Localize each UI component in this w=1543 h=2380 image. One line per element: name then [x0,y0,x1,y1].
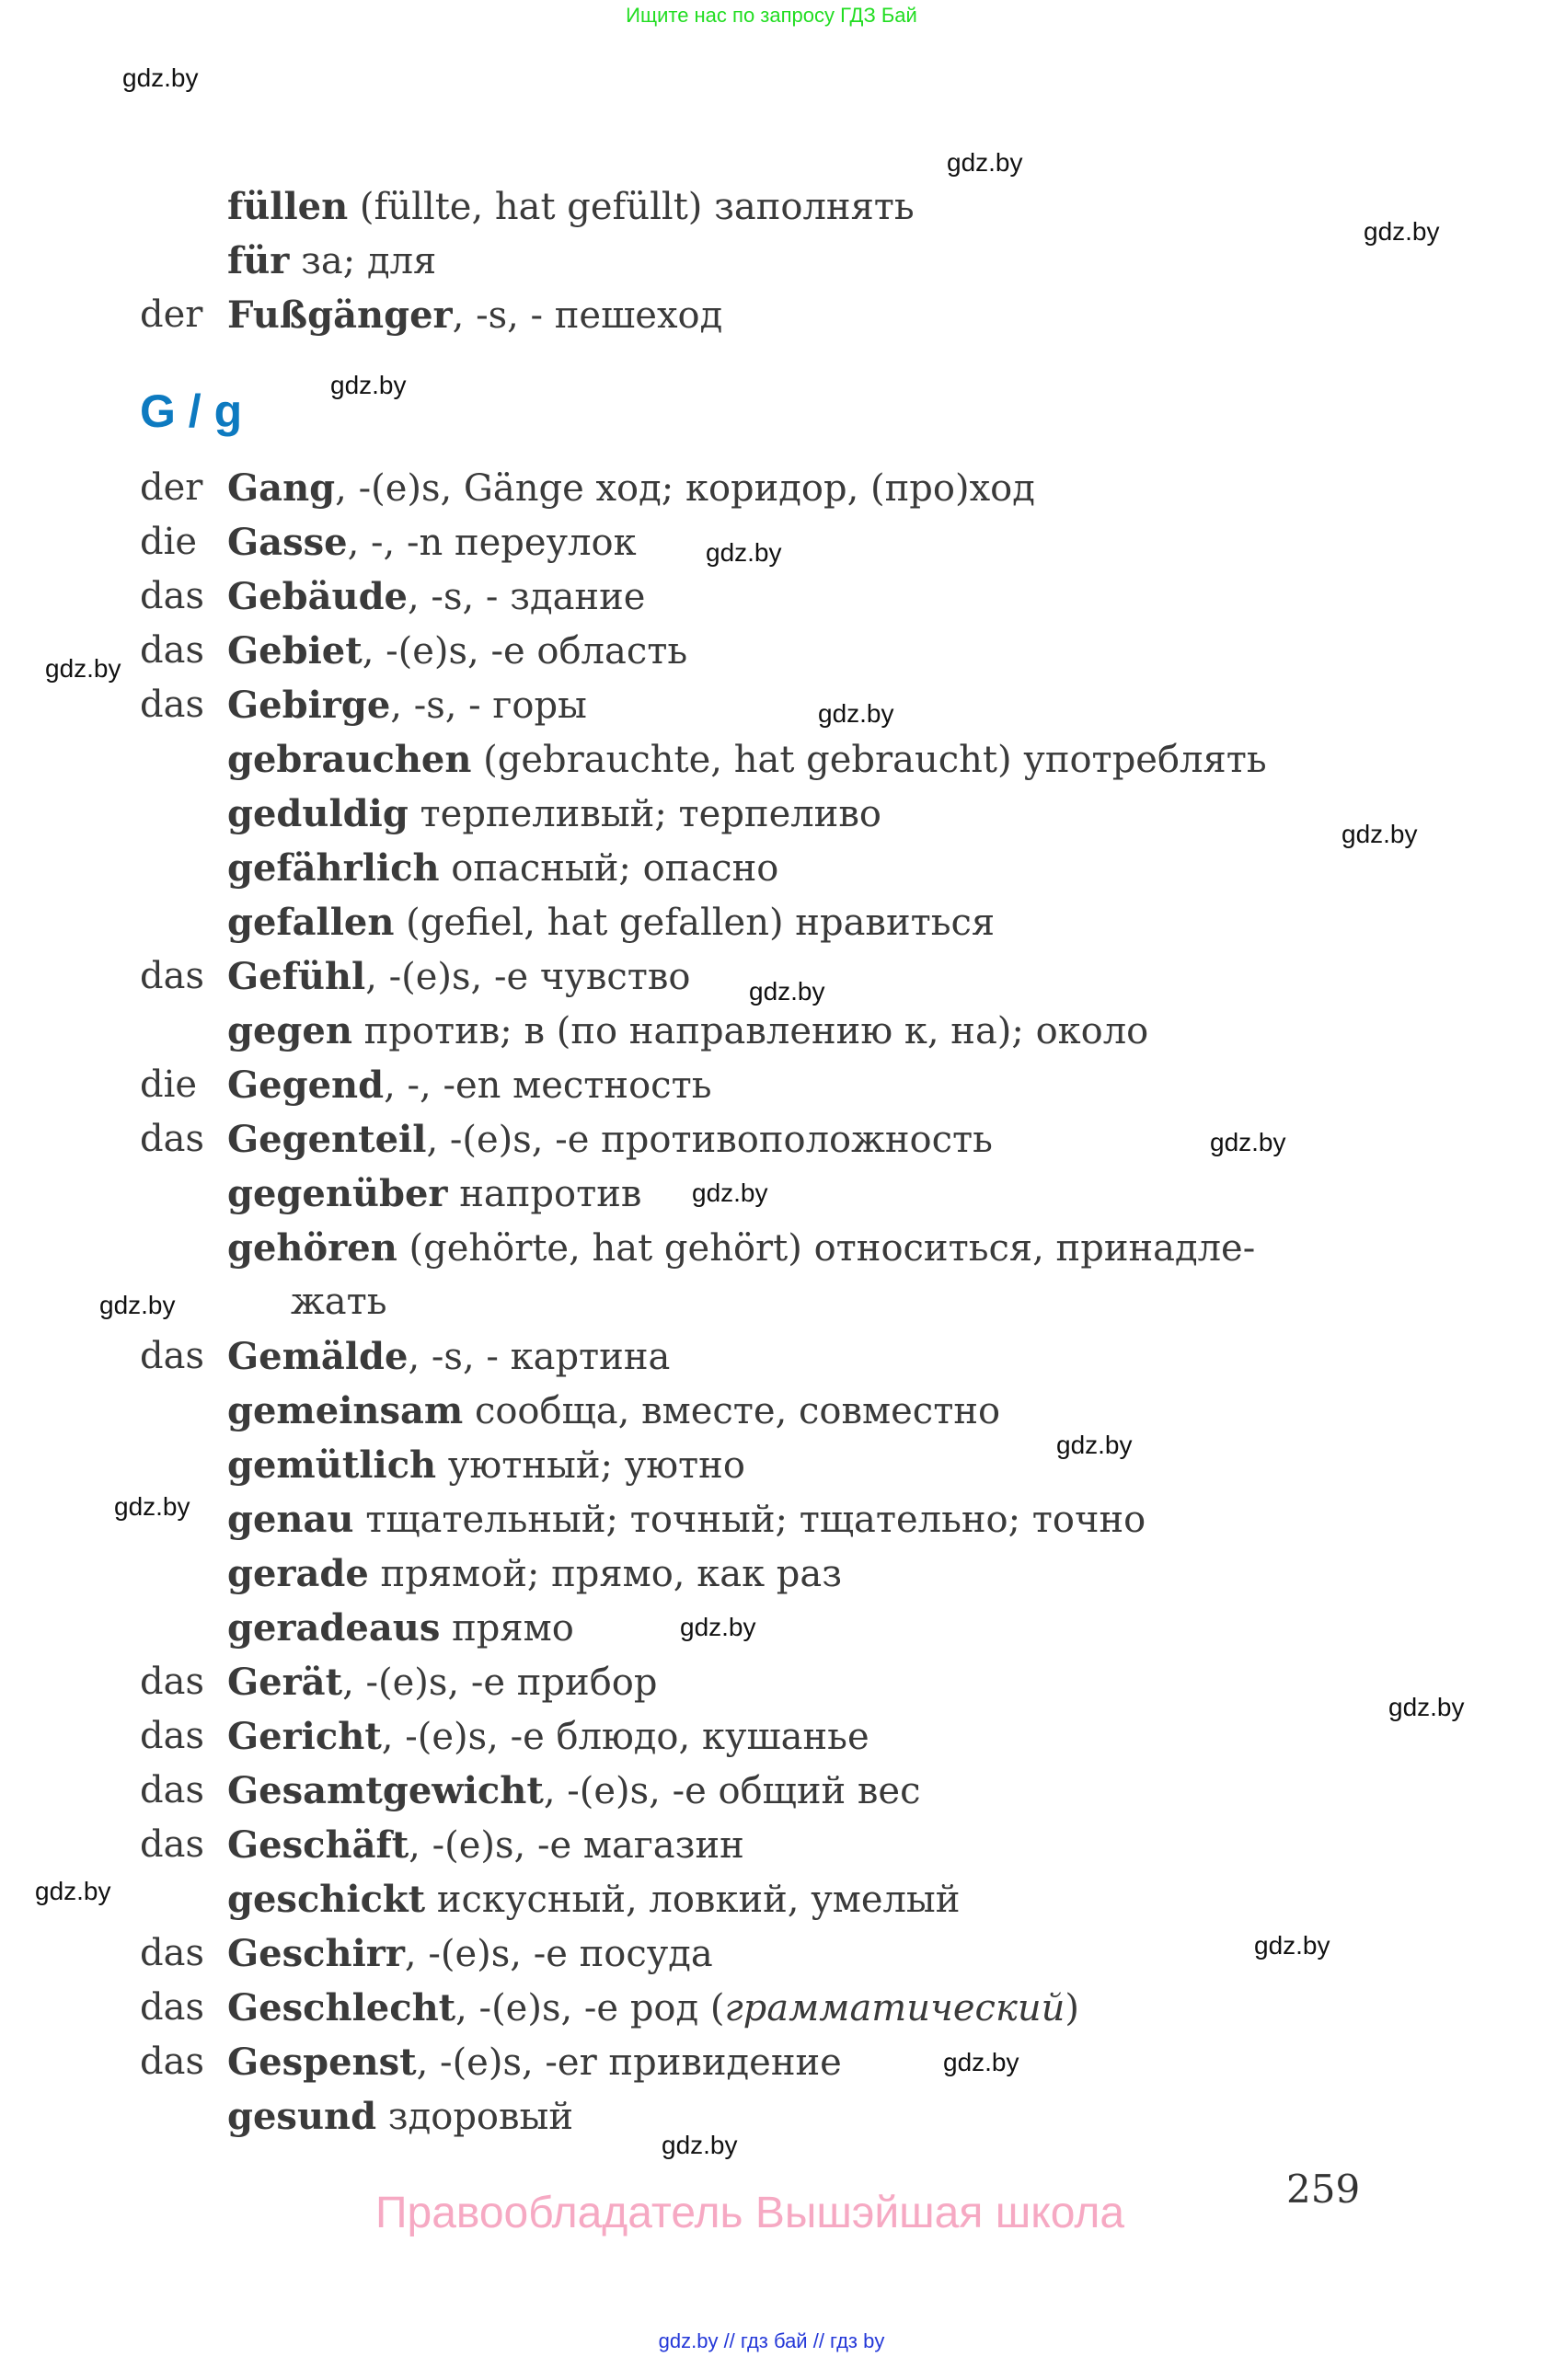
entry-translation: , -(e)s, -e чувство [365,956,691,998]
dictionary-entry [0,1384,1543,1438]
entry-translation-end: ) [1065,1987,1079,2029]
entry-article: das [140,1986,204,2029]
entry-text [227,1818,744,1873]
dictionary-entry [0,1329,1543,1384]
dictionary-entry [0,1764,1543,1818]
entry-translation: опасный; опасно [439,847,779,890]
entry-text [227,1981,1079,2036]
entry-article: das [140,1661,204,1703]
entry-translation: , -s, - пешеход [452,294,723,337]
entry-translation: терпеливый; терпеливо [408,793,881,835]
entry-translation: , -s, - горы [390,684,587,727]
watermark-text: gdz.by [943,2048,1019,2076]
entry-article: das [140,1715,204,1757]
entry-text [227,841,778,896]
dictionary-entry [0,1709,1543,1764]
entry-translation: тщательный; точный; тщательно; точно [353,1499,1146,1541]
watermark-text: gdz.by [99,1291,176,1319]
footer-links[interactable]: gdz.by // гдз бай // гдз by [658,2329,885,2352]
entry-article: die [140,521,198,563]
entry-headword: gebrauchen [227,738,472,781]
entry-text [227,461,1035,516]
entry-text [227,1709,869,1765]
search-hint-header: Ищите нас по запросу ГДЗ Бай [626,4,917,27]
entry-translation: прямой; прямо, как раз [368,1553,843,1595]
dictionary-entry [0,288,1543,342]
entry-headword: Gegend [227,1064,385,1107]
entry-headword: gefallen [227,901,395,944]
dictionary-entry [0,1546,1543,1601]
entry-article: das [140,1335,204,1377]
dictionary-entry [0,234,1543,288]
entry-text [227,1438,745,1493]
dictionary-entry [0,1167,1543,1221]
entry-headword: für [227,239,290,282]
entry-translation: , -(e)s, -e род ( [455,1987,725,2029]
watermark-text: gdz.by [947,148,1023,177]
entry-article: der [140,293,203,336]
entry-article: die [140,1064,198,1106]
entry-text [227,2035,842,2090]
entry-text [227,1601,574,1656]
dictionary-entry [0,1818,1543,1872]
watermark-text: gdz.by [1364,217,1440,246]
dictionary-entry [0,461,1543,515]
entry-translation: жать [291,1281,387,1323]
entry-text [227,1872,960,1927]
entry-translation: , -s, - здание [408,576,646,618]
entry-text [227,949,691,1005]
entry-headword: füllen [227,185,349,228]
entry-headword: gemeinsam [227,1389,464,1432]
entry-text [227,1926,713,1982]
section-letter-heading: G / g [140,385,243,437]
page-number: 259 [1286,2167,1361,2212]
watermark-text: gdz.by [692,1179,768,1207]
entry-article: das [140,1118,204,1160]
entry-headword: Geschlecht [227,1986,456,2029]
entry-translation: , -(e)s, -er привидение [416,2041,842,2084]
dictionary-entry [0,895,1543,949]
entry-translation: против; в (по направлению к, на); около [351,1010,1149,1052]
entry-translation: за; для [289,240,437,282]
entry-text [227,1058,711,1113]
watermark-text: gdz.by [818,699,894,728]
entry-headword: Gang [227,466,336,510]
watermark-text: gdz.by [1210,1128,1286,1156]
entry-translation: , -s, - картина [408,1336,671,1378]
entry-headword: gegen [227,1009,352,1052]
entry-article: das [140,684,204,726]
entry-text [227,624,687,679]
entry-article: das [140,955,204,997]
entry-headword: Gebirge [227,684,391,727]
entry-headword: Gerät [227,1661,343,1704]
entry-translation: , -(e)s, -e противоположность [426,1119,993,1161]
entry-text [227,1329,670,1385]
entry-translation: уютный; уютно [436,1444,745,1487]
dictionary-entry [0,2089,1543,2144]
entry-headword: Geschäft [227,1823,409,1867]
entry-article: der [140,466,203,509]
entry-headword: Gebäude [227,575,408,618]
watermark-text: gdz.by [1254,1931,1330,1960]
entry-headword: gefährlich [227,846,440,890]
watermark-text: gdz.by [1341,820,1418,848]
entry-headword: Geschirr [227,1932,405,1975]
entry-text [227,678,587,733]
dictionary-entry [0,569,1543,624]
entry-article: das [140,1932,204,1974]
entry-translation: прямо [440,1607,574,1650]
entry-text [227,895,995,950]
entry-headword: Gemälde [227,1335,409,1378]
entry-text [227,1546,842,1602]
entry-translation: , -(e)s, Gänge ход; коридор, (про)ход [335,467,1035,510]
dictionary-entry [0,2035,1543,2089]
dictionary-entry [0,1058,1543,1112]
entry-headword: gehören [227,1226,397,1270]
entry-translation: здоровый [376,2096,574,2138]
entry-text [227,732,1267,788]
watermark-text: gdz.by [662,2131,738,2159]
entry-text [227,1384,1000,1439]
entry-translation: , -, -n переулок [347,522,637,564]
entry-headword: Gefühl [227,955,366,998]
dictionary-entry [0,678,1543,732]
dictionary-entry [0,1275,1543,1329]
dictionary-entry [0,179,1543,234]
dictionary-entry [0,1655,1543,1709]
entries-f-section [0,179,1543,342]
entry-text [227,1167,641,1222]
watermark-text: gdz.by [706,538,782,567]
entry-headword: gerade [227,1552,369,1595]
entry-headword: Gericht [227,1715,382,1758]
entry-article: das [140,2041,204,2083]
watermark-text: gdz.by [680,1613,756,1641]
watermark-text: gdz.by [35,1877,111,1905]
dictionary-entry [0,1004,1543,1058]
entry-translation: искусный, ловкий, умелый [425,1879,961,1921]
entry-text [227,1112,993,1167]
watermark-text: gdz.by [330,371,407,399]
dictionary-entry [0,841,1543,895]
entry-headword: Gespenst [227,2041,417,2084]
dictionary-entry [0,1601,1543,1655]
entry-translation: (gehörte, hat gehört) относиться, принадле- [397,1227,1256,1270]
entry-translation: сообща, вместе, совместно [463,1390,1001,1432]
watermark-text: gdz.by [1056,1431,1133,1459]
watermark-text: gdz.by [1388,1693,1465,1721]
dictionary-entry [0,787,1543,841]
entry-headword: geschickt [227,1878,426,1921]
entry-text [227,515,637,570]
entry-translation: , -(e)s, -e прибор [342,1661,658,1704]
entry-translation: , -(e)s, -e блюдо, кушанье [381,1716,869,1758]
watermark-text: gdz.by [114,1492,190,1521]
entry-translation: , -, -en местность [384,1064,712,1107]
entry-text [227,288,722,343]
dictionary-entry [0,1492,1543,1546]
entry-text [227,234,436,289]
dictionary-entry [0,1981,1543,2035]
entry-headword: geradeaus [227,1606,441,1650]
entry-headword: genau [227,1498,354,1541]
entry-grammar-note: грамматический [724,1987,1065,2029]
entry-text [227,1492,1146,1547]
entry-article: das [140,1769,204,1811]
entry-headword: Gebiet [227,629,363,673]
entry-article: das [140,575,204,617]
entry-translation: (füllte, hat gefüllt) заполнять [348,186,915,228]
entry-headword: gesund [227,2095,377,2138]
entry-text [227,1764,920,1819]
entry-article: das [140,1823,204,1866]
entry-translation: (gefiel, hat gefallen) нравиться [394,902,996,944]
entry-text [227,2089,573,2144]
entry-article: das [140,629,204,672]
entry-translation: , -(e)s, -e область [362,630,688,673]
entry-headword: Gesamtgewicht [227,1769,544,1812]
dictionary-entry [0,1438,1543,1492]
watermark-text: gdz.by [749,977,825,1006]
entry-translation: (gebrauchte, hat gebraucht) употреблять [471,739,1267,781]
entry-text [227,179,915,235]
entry-translation: напротив [447,1173,642,1215]
entry-text [227,1004,1148,1059]
entry-translation: , -(e)s, -e общий вес [543,1770,921,1812]
dictionary-entry [0,732,1543,787]
dictionary-entry [0,1221,1543,1275]
entry-text [291,1275,387,1329]
entry-headword: Gasse [227,521,348,564]
dictionary-entry [0,624,1543,678]
entry-text [227,1655,657,1710]
entry-text [227,1221,1255,1276]
watermark-text: gdz.by [45,654,121,683]
entry-translation: , -(e)s, -e посуда [404,1933,713,1975]
entry-text [227,787,881,842]
entry-headword: Gegenteil [227,1118,427,1161]
entry-headword: gemütlich [227,1443,437,1487]
entry-headword: geduldig [227,792,409,835]
entry-headword: gegenüber [227,1172,448,1215]
entry-translation: , -(e)s, -e магазин [409,1824,744,1867]
watermark-text: gdz.by [122,63,199,92]
dictionary-entry [0,1872,1543,1926]
rights-holder-notice: Правообладатель Вышэйшая школа [375,2189,1125,2237]
entries-g-section [0,461,1543,2144]
dictionary-entry [0,1112,1543,1167]
entry-text [227,569,645,625]
entry-headword: Fußgänger [227,293,453,337]
